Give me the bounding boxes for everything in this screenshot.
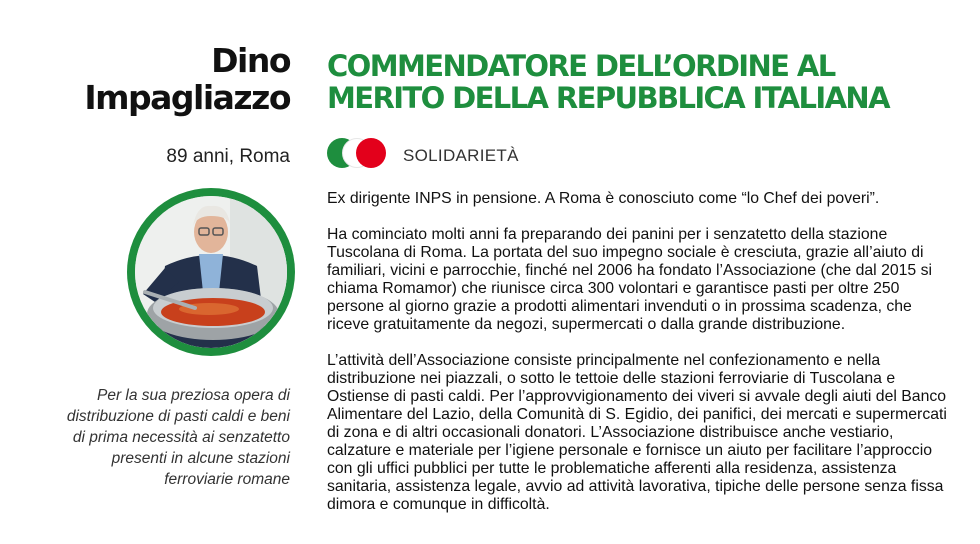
- person-age-city: 89 anni, Roma: [166, 146, 290, 167]
- caption-line: distribuzione di pasti caldi e beni: [66, 408, 290, 425]
- caption-line: di prima necessità ai senzatetto: [72, 429, 290, 446]
- red-dot: [356, 138, 386, 168]
- award-motivation: [50, 385, 290, 490]
- person-name: [84, 42, 290, 116]
- award-title-line: MERITO DELLA REPUBBLICA ITALIANA: [327, 81, 889, 115]
- caption-line: Per la sua preziosa opera di: [96, 387, 290, 404]
- award-title: [327, 50, 967, 114]
- biography-paragraph: L’attività dell’Associazione consiste principalmente nel confezionamento e nella distribuzione nei piazzali, o sotto le tettoie delle stazioni ferroviarie di Tuscolana e Ostiense di pasti caldi. Per l’approvvigionamento dei viveri si avvale degli aiuti del Banco Alimentare del Lazio, della Comunità di S. Egidio, dei panifici, dei mercati e supermercati di zona e di altri occasionali donatori. L’Associazione distribuisce anche vestiario, calzature e materiale per l’igiene personale e fornisce un aiuto per facilitare l’approccio con gli uffici pubblici per tutte le problematiche afferenti alla residenza, assistenza sanitaria, assistenza legale, avvio ad attività lavorativa, tipiche delle persone senza fissa dimora e comunque in difficoltà.: [327, 352, 947, 513]
- person-first-name: Dino: [211, 41, 290, 80]
- caption-line: ferroviarie romane: [164, 471, 290, 488]
- category-label: SOLIDARIETÀ: [403, 146, 519, 165]
- biography: [327, 190, 957, 532]
- portrait-photo: [135, 196, 287, 348]
- portrait-frame: [127, 188, 295, 356]
- award-title-line: COMMENDATORE DELL’ORDINE AL: [327, 49, 835, 83]
- portrait-illustration: [135, 196, 287, 348]
- person-last-name: Impagliazzo: [84, 78, 290, 117]
- caption-line: presenti in alcune stazioni: [111, 450, 290, 467]
- biography-paragraph: Ha cominciato molti anni fa preparando dei panini per i senzatetto della stazione Tuscolana di Roma. La portata del suo impegno sociale è cresciuta, grazie all’aiuto di familiari, vicini e parrocchie, finché nel 2006 ha fondato l’Associazione (che dal 2015 si chiama Romamor) che riunisce circa 300 volontari e garantisce pasti per oltre 250 persone al giorno grazie a prodotti alimentari invenduti o in prossima scadenza, che riceve gratuitamente da negozi, supermercati o dalla grande distribuzione.: [327, 226, 933, 333]
- category-row: [327, 138, 519, 168]
- biography-paragraph: Ex dirigente INPS in pensione. A Roma è conosciuto come “lo Chef dei poveri”.: [327, 190, 880, 207]
- italian-flag-dots-icon: [327, 138, 387, 168]
